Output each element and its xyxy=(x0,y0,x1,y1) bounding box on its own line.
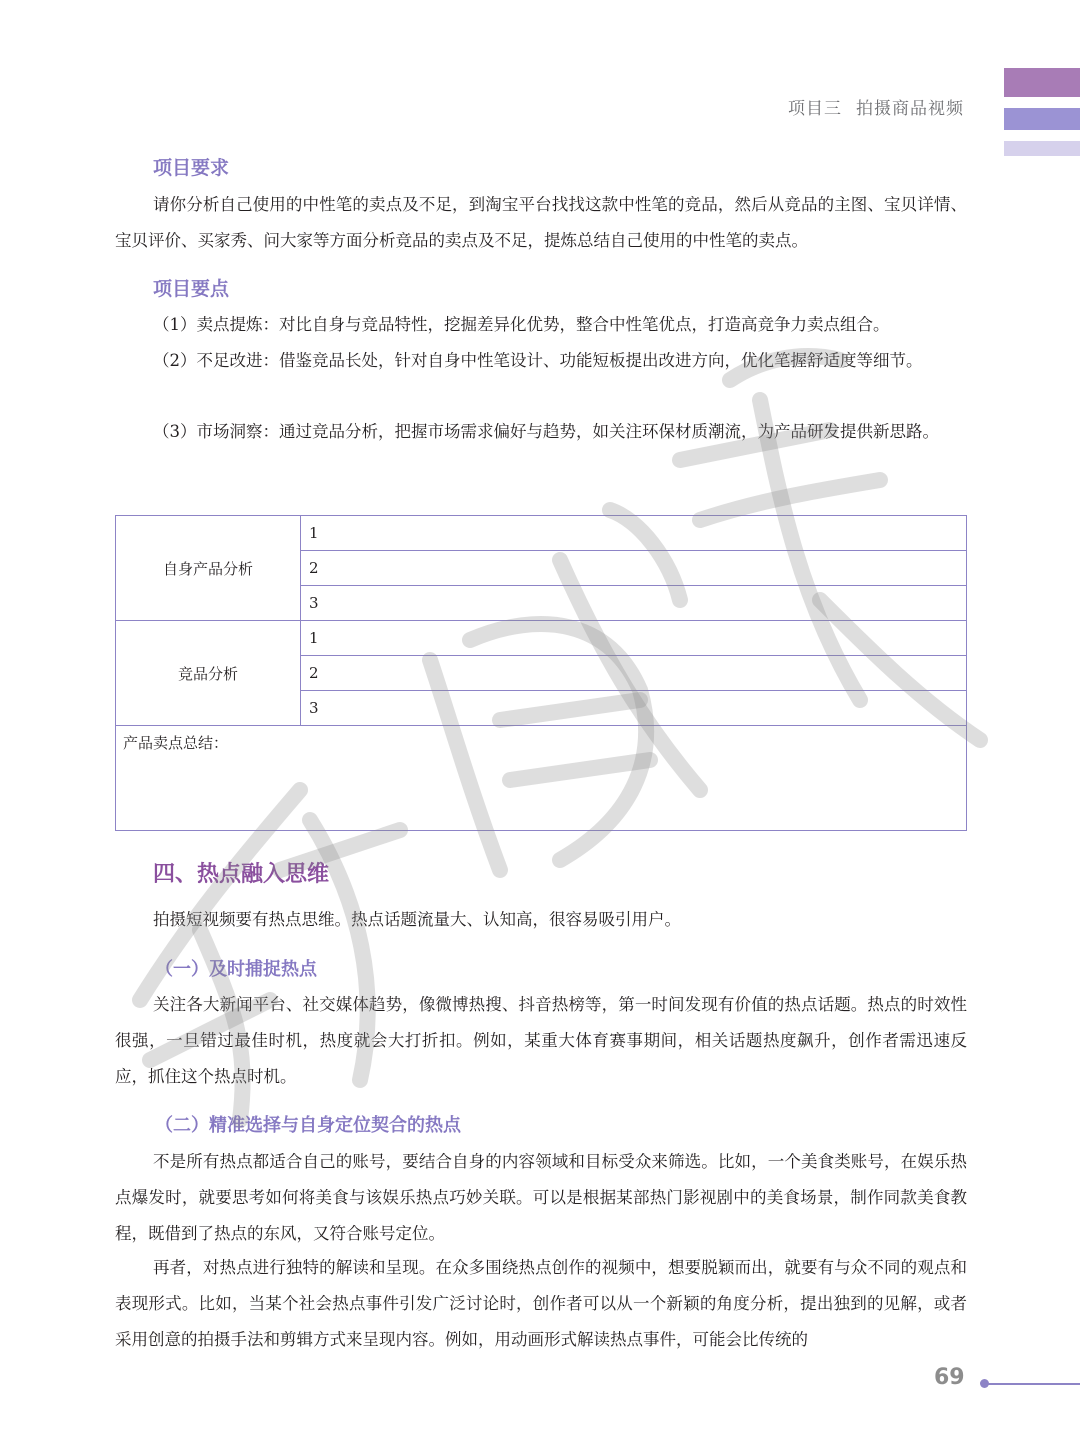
summary-cell: 产品卖点总结： xyxy=(116,726,967,831)
running-head-chapter: 拍摄商品视频 xyxy=(856,99,964,119)
header-tab-dark xyxy=(1004,68,1080,97)
key-point-2: （2）不足改进：借鉴竞品长处，针对自身中性笔设计、功能短板提出改进方向，优化笔握舒适度等细节。 xyxy=(153,351,923,370)
header-tab-light xyxy=(1004,141,1080,156)
competitor-analysis-item-1: 1 xyxy=(301,621,967,656)
header-tab-medium xyxy=(1004,108,1080,130)
running-head xyxy=(788,94,964,119)
key-point-3: （3）市场洞察：通过竞品分析，把握市场需求偏好与趋势，如关注环保材质潮流，为产品研发提供新思路。 xyxy=(153,422,939,441)
subsection-2-body-2: 再者，对热点进行独特的解读和呈现。在众多围绕热点创作的视频中，想要脱颖而出，就要有与众不同的观点和表现形式。比如，当某个社会热点事件引发广泛讨论时，创作者可以从一个新颖的角度分析，提出独到的见解，或者采用创意的拍摄手法和剪辑方式来呈现内容。例如，用动画形式解读热点事件，可能会比传统的 xyxy=(115,1258,967,1349)
section-intro: 拍摄短视频要有热点思维。热点话题流量大、认知高，很容易吸引用户。 xyxy=(153,910,681,929)
self-analysis-item-3: 3 xyxy=(301,586,967,621)
self-analysis-label: 自身产品分析 xyxy=(116,516,301,621)
competitor-analysis-item-3: 3 xyxy=(301,691,967,726)
requirements-body: 请你分析自己使用的中性笔的卖点及不足，到淘宝平台找找这款中性笔的竞品，然后从竞品的主图、宝贝详情、宝贝评价、买家秀、问大家等方面分析竞品的卖点及不足，提炼总结自己使用的中性笔的卖点。 xyxy=(115,195,967,250)
competitor-analysis-label: 竞品分析 xyxy=(116,621,301,726)
self-analysis-item-2: 2 xyxy=(301,551,967,586)
page-number: 69 xyxy=(934,1365,965,1390)
table-row xyxy=(116,621,967,656)
self-analysis-item-1: 1 xyxy=(301,516,967,551)
subsection-2-title: （二）精准选择与自身定位契合的热点 xyxy=(155,1115,461,1136)
subsection-2-body-1: 不是所有热点都适合自己的账号，要结合自身的内容领域和目标受众来筛选。比如，一个美食类账号，在娱乐热点爆发时，就要思考如何将美食与该娱乐热点巧妙关联。可以是根据某部热门影视剧中的美食场景，制作同款美食教程，既借到了热点的东风，又符合账号定位。 xyxy=(115,1152,967,1243)
table-row xyxy=(116,516,967,551)
subsection-1-title: （一）及时捕捉热点 xyxy=(155,959,317,980)
subsection-1-body: 关注各大新闻平台、社交媒体趋势，像微博热搜、抖音热榜等，第一时间发现有价值的热点话题。热点的时效性很强，一旦错过最佳时机，热度就会大打折扣。例如，某重大体育赛事期间，相关话题热度飙升，创作者需迅速反应，抓住这个热点时机。 xyxy=(115,995,967,1086)
competitor-analysis-item-2: 2 xyxy=(301,656,967,691)
running-head-project: 项目三 xyxy=(788,99,842,119)
footer-line xyxy=(988,1383,1080,1385)
key-point-1: （1）卖点提炼：对比自身与竞品特性，挖掘差异化优势，整合中性笔优点，打造高竞争力卖点组合。 xyxy=(153,315,890,334)
key-points-title: 项目要点 xyxy=(153,278,230,300)
table-row xyxy=(116,726,967,831)
requirements-title: 项目要求 xyxy=(153,157,230,179)
section-title: 四、热点融入思维 xyxy=(153,862,330,887)
analysis-table xyxy=(115,515,967,831)
